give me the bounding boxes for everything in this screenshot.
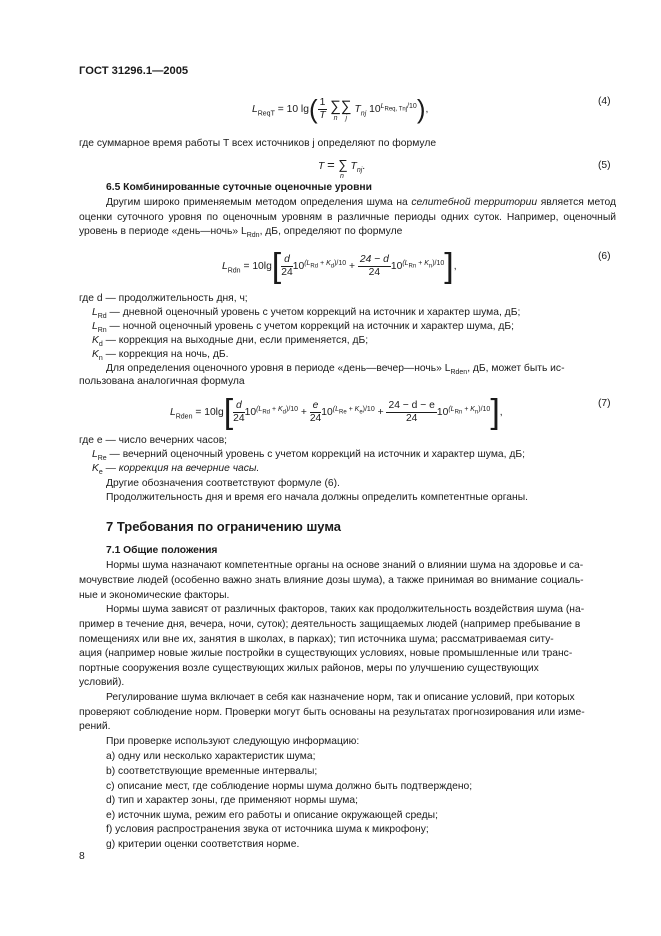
text-after-eq4: где суммарное время работы T всех источников j определяют по формуле xyxy=(79,138,437,149)
p2-line3: помещениях или вне их, занятия в школах, в парках); тип источника шума; рассматриваемая ситу- xyxy=(79,634,554,645)
p3-line2: проверяют соблюдение норм. Проверки могут быть основаны на результатах прогнозирования или изме- xyxy=(79,707,585,718)
p2-line5: портные сооружения возле существующих жилых районов, меры по улучшению существующих xyxy=(79,663,539,674)
p2-line4: ация (например новые жилые постройки в существующих условиях, новые промышленные или транс- xyxy=(79,648,573,659)
section-6-5-paragraph: Другим широко применяемым методом определения шума на селитебной территории является метод оценки суточного уровня по оценочным уровням в различные периоды одних суток. Например, оценочный уровень в периоде «день—ночь» $L_{Rdn}$, дБ, определяют по формуле xyxy=(79,197,616,240)
eq4-paren-close: ) xyxy=(416,94,426,124)
list-item: f) условия распространения звука от источника шума к микрофону; xyxy=(106,824,429,835)
eq4-fraction: $\frac{1}{T}$ xyxy=(319,97,326,121)
p2-line2: пример в течение дня, вечера, ночи, суток); деятельность защищаемых людей (например пребывание в xyxy=(79,619,581,630)
def-d: где d — продолжительность дня, ч; xyxy=(79,293,248,304)
equation-5 xyxy=(318,157,366,180)
section-7-title: 7 Требования по ограничению шума xyxy=(106,519,342,534)
def-e: где e — число вечерних часов; xyxy=(79,435,228,446)
def-kn: $K_n$ — коррекция на ночь, дБ. xyxy=(92,349,229,363)
p2-line1: Нормы шума зависят от различных факторов, таких как продолжительность воздействия шума (на- xyxy=(106,604,585,615)
p1-line3: ные и экономические факторы. xyxy=(79,590,230,601)
list-item: а) одну или несколько характеристик шума; xyxy=(106,751,316,762)
def-other: Другие обозначения соответствуют формуле (6). xyxy=(106,478,340,489)
equation-7: $L_{Rden} = 10\lg$[ $\frac{d}{24}$ $10^{(L_{Rd} + K_d)/10}$ + $\frac{e}{24}$ $10^{(L_{Re} + K_e)/10}$ + $\frac{24 - d - e}{24}$ $10^{(L_{Rn} + K_n)/10}$], xyxy=(170,393,503,431)
eq4-end: , xyxy=(425,104,429,116)
eq5-sum-idx: n xyxy=(340,173,344,180)
p3-line1: Регулирование шума включает в себя как назначение норм, так и описание условий, при которых xyxy=(106,692,575,703)
list-item: d) тип и характер зоны, где применяют нормы шума; xyxy=(106,795,358,806)
list-item: g) критерии оценки соответствия норме. xyxy=(106,839,300,850)
paragraph-den-line2: пользована аналогичная формула xyxy=(79,376,245,387)
eq4-number: (4) xyxy=(598,96,611,107)
eq5-term: T xyxy=(350,161,357,172)
eq5-end: . xyxy=(362,161,366,172)
def-lrn: $L_{Rn}$ — ночной оценочный уровень с учетом коррекций на источник и характер шума, дБ; xyxy=(92,321,514,335)
eq4-sum2: ∑ j xyxy=(340,97,352,122)
eq7-number: (7) xyxy=(598,398,611,409)
eq4-term-sub: nj xyxy=(360,110,367,118)
eq4-prefix: = 10 lg xyxy=(277,104,309,116)
eq4-paren-open: ( xyxy=(308,94,318,124)
p1-line1: Нормы шума назначают компетентные органы на основе знаний о влиянии шума на здоровье и са- xyxy=(106,560,584,571)
def-ke: $K_e$ — коррекция на вечерние часы. xyxy=(92,463,260,477)
def-lrd: $L_{Rd}$ — дневной оценочный уровень с учетом коррекций на источник и характер шума, дБ; xyxy=(92,307,521,321)
eq6-frac1: $\frac{d}{24}$ xyxy=(281,254,293,278)
document-header: ГОСТ 31296.1—2005 xyxy=(79,65,189,77)
eq6-number: (6) xyxy=(598,251,611,262)
page-number: 8 xyxy=(79,851,85,862)
def-duration: Продолжительность дня и время его начала должны определить компетентные органы. xyxy=(106,492,528,503)
section-7-1-title: 7.1 Общие положения xyxy=(106,545,218,556)
list-item: c) описание мест, где соблюдение нормы шума должно быть подтверждено; xyxy=(106,781,473,792)
equation-4 xyxy=(252,94,428,125)
eq5-lhs: T xyxy=(318,161,325,172)
equation-6: $L_{Rdn} = 10\lg$[ $\frac{d}{24}$ $10^{(L_{Rd} + K_d)/10}$ + $\frac{24 - d}{24}$ $10^{(L_{Rn} + K_n)/10}$], xyxy=(222,247,457,285)
eq4-lhs: L xyxy=(252,104,258,116)
p4: При проверке используют следующую информацию: xyxy=(106,736,360,747)
eq4-term: T xyxy=(354,104,361,116)
paragraph-den: Для определения оценочного уровня в периоде «день—вечер—ночь» $L_{Rden}$, дБ, может быть ис- xyxy=(106,363,565,377)
eq5-number: (5) xyxy=(598,160,611,171)
eq6-frac2: $\frac{24 - d}{24}$ xyxy=(359,254,389,278)
p3-line3: рений. xyxy=(79,721,111,732)
eq4-lhs-sub: ReqT xyxy=(257,110,275,118)
section-6-5-title: 6.5 Комбинированные суточные оценочные уровни xyxy=(106,182,372,193)
eq5-term-sub: nj xyxy=(356,167,363,175)
list-item: b) соответствующие временные интервалы; xyxy=(106,766,318,777)
eq4-sum1: ∑ n xyxy=(330,97,341,122)
eq4-pow-exp: LReq, Tnj/10 xyxy=(380,102,417,113)
eq4-pow-base: 10 xyxy=(369,104,381,116)
list-item: e) источник шума, режим его работы и описание окружающей среды; xyxy=(106,810,438,821)
p1-line2: мочувствие людей (особенно важно знать влияние дозы шума), а также принимая во внимание социаль- xyxy=(79,575,584,586)
p2-line6: условий). xyxy=(79,677,125,688)
def-kd: $K_d$ — коррекция на выходные дни, если применяется, дБ; xyxy=(92,335,369,349)
eq5-sum: = ∑ xyxy=(327,157,348,172)
def-lre: $L_{Re}$ — вечерний оценочный уровень с учетом коррекций на источник и характер шума, дБ; xyxy=(92,449,525,463)
